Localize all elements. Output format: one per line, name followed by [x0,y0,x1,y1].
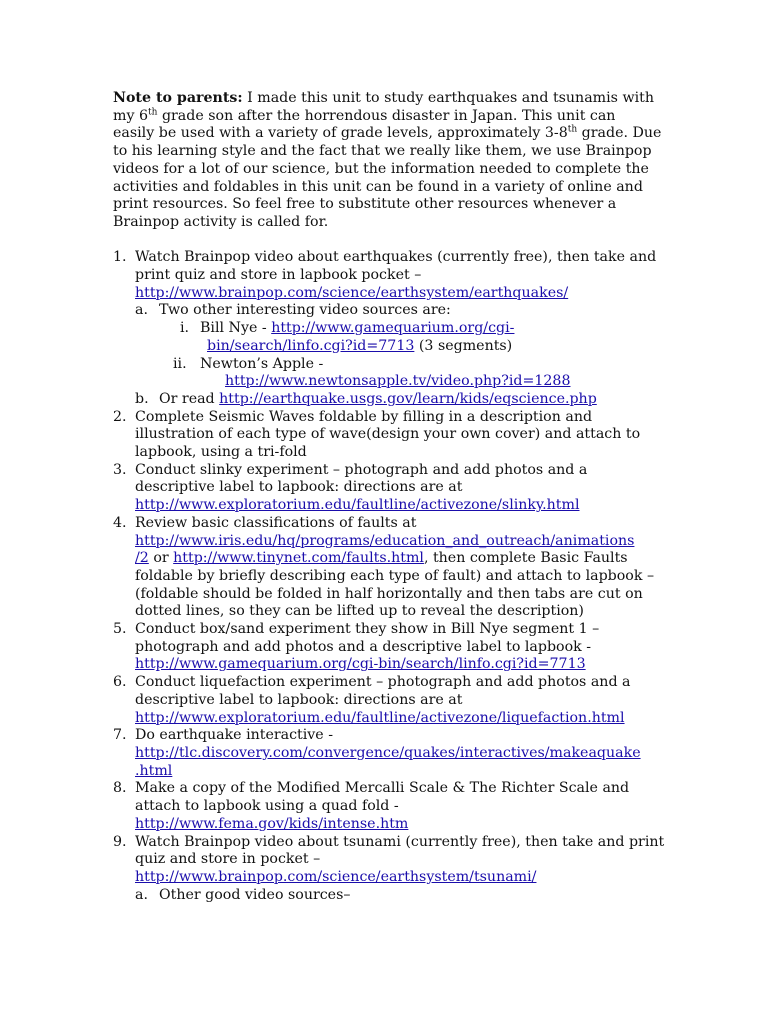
sub-item-text: Other good video sources– [159,886,351,903]
iris-animations-link[interactable]: http://www.iris.edu/hq/programs/education_and_outreach/animations [135,532,635,549]
item-text: quiz and store in pocket – [135,851,321,868]
newtons-apple-link[interactable]: http://www.newtonsapple.tv/video.php?id=1288 [225,373,571,390]
bill-nye-link-cont[interactable]: bin/search/linfo.cgi?id=7713 [207,337,415,354]
document-body [113,90,683,904]
item-text: or [148,550,174,567]
makeaquake-link[interactable]: http://tlc.discovery.com/convergence/quakes/interactives/makeaquake [135,745,641,761]
liquefaction-link[interactable]: http://www.exploratorium.edu/faultline/activezone/liquefaction.html [135,709,625,726]
item-text: Review basic classifications of faults at [135,514,417,531]
intro-text: activities and foldables in this unit can be found in a variety of online and [113,178,643,195]
sub-item-text: Two other interesting video sources are: [159,302,451,319]
list-item [113,780,683,833]
item-text: Conduct box/sand experiment they show in Bill Nye segment 1 – [135,621,600,638]
list-item [113,515,683,621]
sub-item-letter: b. [135,390,149,407]
item-text: lapbook, using a tri-fold [135,444,307,461]
sub-item-letter: a. [135,886,148,903]
makeaquake-link-cont[interactable]: .html [135,762,173,779]
intro-text: grade. Due [577,125,662,142]
sub-item [135,302,683,320]
item-number: 4. [113,514,127,531]
sub-item-letter: a. [135,302,148,319]
list-item [113,674,683,727]
intro-text: Brainpop activity is called for. [113,213,329,230]
intro-text: my 6 [113,107,149,124]
item-number: 7. [113,727,127,744]
item-text: Conduct liquefaction experiment – photograph and add photos and a [135,674,631,691]
item-text: descriptive label to lapbook: directions are at [135,691,463,708]
item-number: 8. [113,780,127,797]
sub-sub-item-number: ii. [173,355,187,372]
item-text: Watch Brainpop video about tsunami (currently free), then take and print [135,833,665,850]
list-item [113,249,683,408]
usgs-link[interactable]: http://earthquake.usgs.gov/learn/kids/eqscience.php [219,390,597,407]
list-item [113,621,683,674]
item-text: illustration of each type of wave(design your own cover) and attach to [135,426,641,443]
intro-text: print resources. So feel free to substitute other resources whenever a [113,196,617,213]
item-text: photograph and add photos and a descriptive label to lapbook - [135,638,592,655]
iris-animations-link-cont[interactable]: /2 [135,550,149,567]
item-text: Conduct slinky experiment – photograph and add photos and a [135,461,588,478]
list-item [113,727,683,780]
brainpop-tsunami-link[interactable]: http://www.brainpop.com/science/earthsystem/tsunami/ [135,868,537,885]
superscript: th [567,124,578,135]
item-text: Make a copy of the Modified Mercalli Scale & The Richter Scale and [135,780,630,797]
item-number: 5. [113,621,127,638]
sub-item [135,887,683,905]
gamequarium-link[interactable]: http://www.gamequarium.org/cgi-bin/search/linfo.cgi?id=7713 [135,656,586,673]
item-number: 3. [113,461,127,478]
intro-text: easily be used with a variety of grade levels, approximately 3-8 [113,125,568,142]
intro-text: videos for a lot of our science, but the information needed to complete the [113,160,649,177]
item-text: Complete Seismic Waves foldable by filling in a description and [135,408,593,425]
activity-list [113,249,683,904]
tinynet-faults-link[interactable]: http://www.tinynet.com/faults.html [173,550,424,567]
item-text: attach to lapbook using a quad fold - [135,798,399,815]
item-text: (foldable should be folded in half horizontally and then tabs are cut on [135,585,643,602]
item-text: Watch Brainpop video about earthquakes (currently free), then take and [135,249,657,266]
brainpop-earthquakes-link[interactable]: http://www.brainpop.com/science/earthsystem/earthquakes/ [135,284,569,301]
fema-intense-link[interactable]: http://www.fema.gov/kids/intense.htm [135,815,409,832]
note-label: Note to parents: [113,90,243,106]
item-text: dotted lines, so they can be lifted up to reveal the description) [135,603,584,620]
item-number: 6. [113,674,127,691]
bill-nye-link[interactable]: http://www.gamequarium.org/cgi- [271,320,515,337]
slinky-link[interactable]: http://www.exploratorium.edu/faultline/activezone/slinky.html [135,497,580,514]
note-to-parents [113,90,683,232]
sub-item-text: Or read [159,390,220,407]
intro-text: grade son after the horrendous disaster in Japan. This unit can [157,107,616,124]
sub-sub-item [135,320,683,355]
sub-sub-item-text: (3 segments) [414,337,513,354]
item-text: descriptive label to lapbook: directions are at [135,479,463,496]
item-number: 1. [113,249,127,266]
sub-sub-item [135,356,683,391]
sub-item [135,391,683,409]
list-item [113,834,683,905]
item-text: , then complete Basic Faults [423,550,628,567]
item-number: 9. [113,833,127,850]
item-text: print quiz and store in lapbook pocket – [135,267,422,284]
intro-text: I made this unit to study earthquakes and tsunamis with [242,90,654,106]
item-number: 2. [113,408,127,425]
sub-sub-item-number: i. [180,320,190,337]
superscript: th [148,106,158,117]
sub-sub-item-text: Newton’s Apple - [200,355,324,372]
item-text: foldable by briefly describing each type of fault) and attach to lapbook – [135,567,655,584]
item-text: Do earthquake interactive - [135,727,333,744]
list-item [113,462,683,515]
intro-text: to his learning style and the fact that we really like them, we use Brainpop [113,143,652,160]
sub-sub-item-text: Bill Nye - [200,320,272,337]
list-item [113,409,683,462]
